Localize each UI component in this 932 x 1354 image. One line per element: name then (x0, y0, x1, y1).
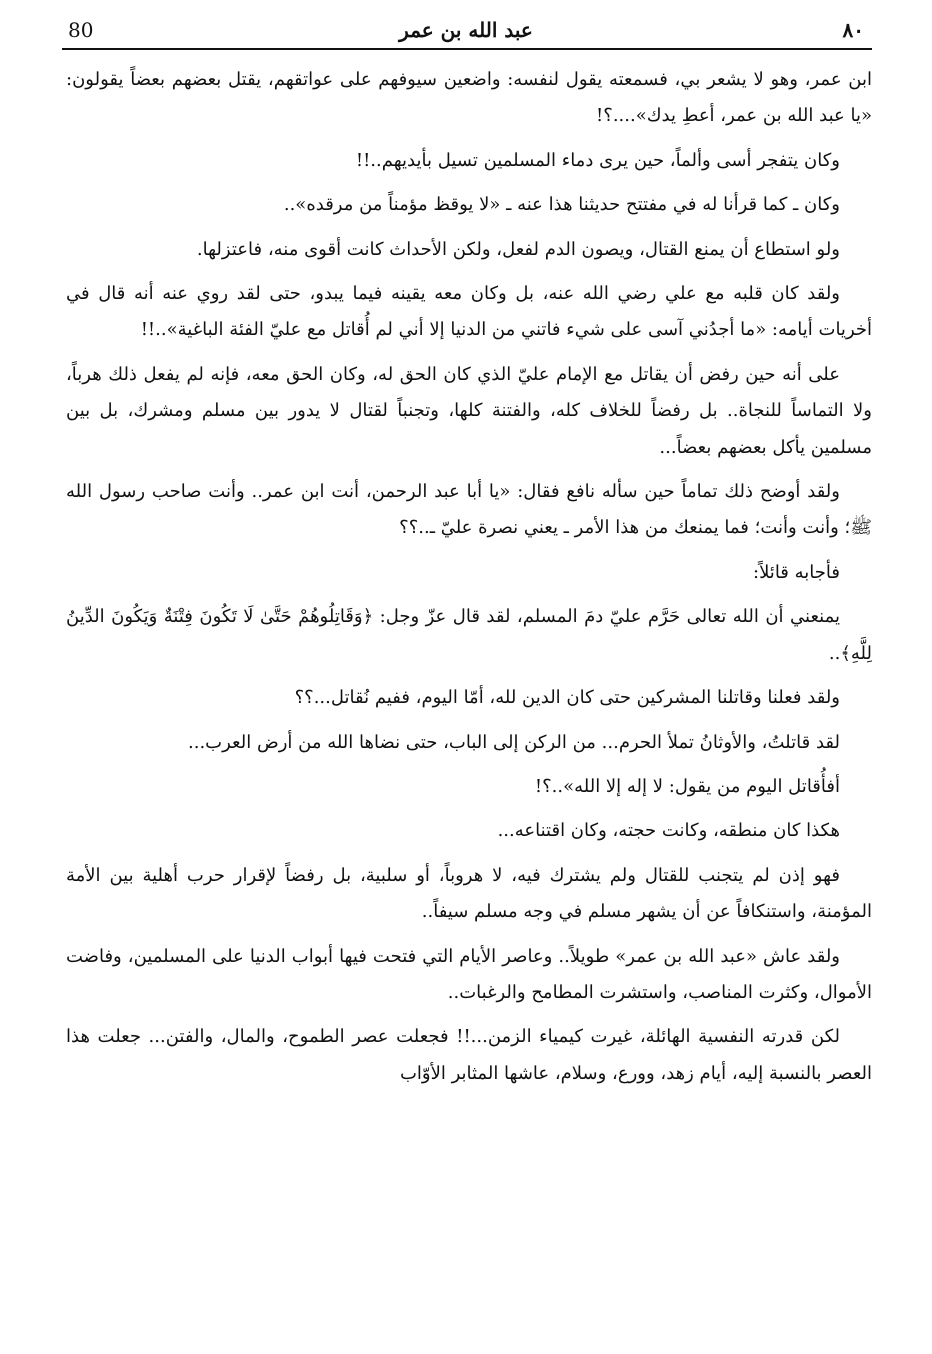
paragraph: ولو استطاع أن يمنع القتال، ويصون الدم لفعل، ولكن الأحداث كانت أقوى منه، فاعتزلها. (196, 238, 840, 260)
page-number-latin: 80 (68, 18, 94, 42)
paragraph: أفأُقاتل اليوم من يقول: لا إله إلا الله»..؟! (534, 775, 840, 797)
paragraph: ولقد أوضح ذلك تماماً حين سأله نافع فقال: «يا أبا عبد الرحمن، أنت ابن عمر.. وأنت صاحب رسول الله ﷺ؛ وأنت وأنت؛ فما يمنعك من هذا الأمر ـ يعني نصرة عليّ ـ..؟؟ (66, 481, 872, 539)
paragraph: لكن قدرته النفسية الهائلة، غيرت كيمياء الزمن...!! فجعلت عصر الطموح، والمال، والفتن... جعلت هذا العصر بالنسبة إليه، أيام زهد، وورع، وسلام، عاشها المثابر الأوّاب (66, 1026, 872, 1084)
header-rule (62, 48, 872, 50)
paragraph: فهو إذن لم يتجنب للقتال ولم يشترك فيه، لا هروباً، أو سلبية، بل رفضاً لإقرار حرب أهلية بين الأمة المؤمنة، واستنكافاً عن أن يشهر مسلم في وجه مسلم سيفاً.. (66, 864, 872, 923)
paragraph: ولقد فعلنا وقاتلنا المشركين حتى كان الدين لله، أمّا اليوم، ففيم نُقاتل...؟؟ (294, 687, 840, 709)
paragraph: ولقد كان قلبه مع علي رضي الله عنه، بل وكان معه يقينه فيما يبدو، حتى لقد روي عنه أنه قال في أخريات أيامه: «ما أجدُني آسى على شيء فاتني من الدنيا إلا أني لم أُقاتل مع عليّ الفئة الباغية»..!! (66, 283, 872, 341)
page-number-arabic: ٨٠ (842, 18, 864, 42)
paragraph: على أنه حين رفض أن يقاتل مع الإمام عليّ الذي كان الحق له، وكان الحق معه، فإنه لم يفعل ذلك هرباً، ولا التماساً للنجاة.. بل رفضاً للخلاف كله، والفتنة كلها، وتجنباً لقتال لا يدور بين مسلم ومشرك، بل بين مسلمين يأكل بعضهم بعضاً... (66, 363, 872, 458)
paragraph: فأجابه قائلاً: (753, 561, 840, 583)
paragraph: ولقد عاش «عبد الله بن عمر» طويلاً.. وعاصر الأيام التي فتحت فيها أبواب الدنيا على المسلمين، وفاضت الأموال، وكثرت المناصب، واستشرت المطامح والرغبات.. (66, 945, 872, 1003)
page-header (64, 14, 868, 48)
body-text (66, 62, 872, 1100)
paragraph: ابن عمر، وهو لا يشعر بي، فسمعته يقول لنفسه: واضعين سيوفهم على عواتقهم، يقتل بعضهم بعضاً يقولون: «يا عبد الله بن عمر، أعطِ يدك»....؟! (66, 69, 872, 127)
quran-quote-paragraph: يمنعني أن الله تعالى حَرَّم عليّ دمَ المسلم، لقد قال عزّ وجل: ﴿وَقَاتِلُوهُمْ حَتَّىٰ لَا تَكُونَ فِتْنَةٌ وَيَكُونَ الدِّينُ لِلَّهِ﴾.. (66, 606, 872, 664)
paragraph: لقد قاتلتُ، والأوثانُ تملأ الحرم... من الركن إلى الباب، حتى نضاها الله من أرض العرب... (188, 731, 840, 753)
paragraph: هكذا كان منطقه، وكانت حجته، وكان اقتناعه... (497, 820, 840, 842)
paragraph: وكان يتفجر أسى وألماً، حين يرى دماء المسلمين تسيل بأيديهم..!! (355, 149, 840, 171)
running-title: عبد الله بن عمر (399, 18, 533, 42)
paragraph: وكان ـ كما قرأنا له في مفتتح حديثنا هذا عنه ـ «لا يوقظ مؤمناً من مرقده».. (283, 194, 840, 216)
